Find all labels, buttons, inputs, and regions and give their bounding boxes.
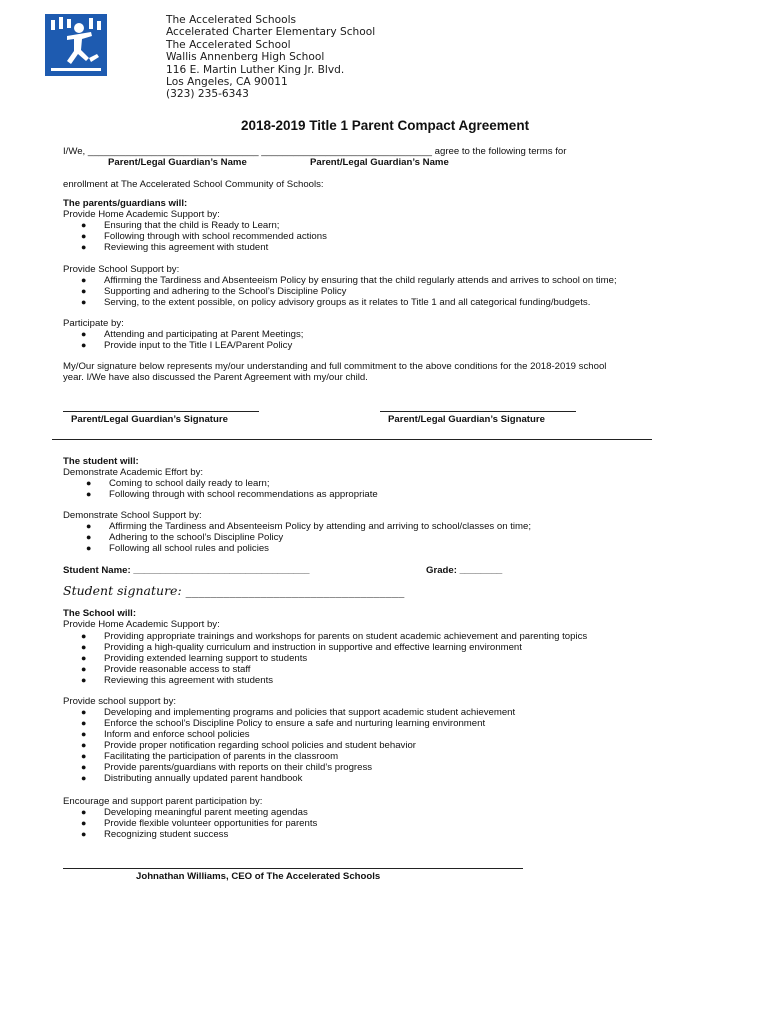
list-item: ● Developing meaningful parent meeting agendas (81, 807, 308, 818)
list-item: ● Affirming the Tardiness and Absenteeism Policy by attending and arriving to school/classes on time; (86, 521, 531, 532)
header-line: (323) 235-6343 (166, 88, 249, 101)
header-line: The Accelerated Schools (166, 14, 297, 26)
section-divider (52, 439, 652, 440)
list-item: ● Serving, to the extent possible, on policy advisory groups as it relates to Title 1 and all categorical funding/budgets. (81, 297, 591, 308)
list-item: ● Distributing annually updated parent handbook (81, 773, 303, 784)
list-item: ● Recognizing student success (81, 829, 229, 840)
list-item: ● Enforce the school’s Discipline Policy to ensure a safe and nurturing learning environment (81, 718, 486, 729)
parents-heading: The parents/guardians will: (63, 198, 188, 209)
student-support-list (86, 521, 531, 554)
bullet-icon: ● (81, 286, 87, 296)
guardian-name-label-1: Parent/Legal Guardian’s Name (108, 157, 247, 168)
participate-heading: Participate by: (63, 318, 124, 329)
school-heading: The School will: (63, 608, 137, 619)
parents-school-heading: Provide School Support by: (63, 264, 180, 275)
bullet-icon: ● (81, 340, 87, 350)
list-item: ● Provide flexible volunteer opportunities for parents (81, 818, 318, 829)
school-support-list (81, 707, 516, 784)
list-item: ● Supporting and adhering to the School’s Discipline Policy (81, 286, 347, 297)
parents-school-list (81, 275, 617, 308)
commitment-line-2: year. I/We have also discussed the Parent Agreement with my/our child. (63, 372, 368, 383)
bullet-icon: ● (81, 729, 87, 739)
school-address-block (166, 14, 375, 101)
student-signature-field[interactable]: Student signature: ___________________________________ (63, 583, 405, 598)
list-item: ● Facilitating the participation of parents in the classroom (81, 751, 339, 762)
list-item: ● Following through with school recommended actions (81, 231, 327, 242)
bullet-icon: ● (81, 751, 87, 761)
header-line: Wallis Annenberg High School (166, 51, 325, 64)
encourage-list (81, 807, 318, 840)
bullet-icon: ● (81, 773, 87, 783)
list-item: ● Following through with school recommendations as appropriate (86, 489, 378, 500)
list-item: ● Providing extended learning support to students (81, 653, 308, 664)
header-line: Los Angeles, CA 90011 (166, 76, 288, 89)
bullet-icon: ● (81, 829, 87, 839)
list-item: ● Ensuring that the child is Ready to Learn; (81, 220, 280, 231)
list-item: ● Provide proper notification regarding school policies and student behavior (81, 740, 416, 751)
list-item: ● Provide reasonable access to staff (81, 664, 251, 675)
enrollment-line: enrollment at The Accelerated School Community of Schools: (63, 179, 324, 190)
parent-signature-label-1: Parent/Legal Guardian’s Signature (71, 414, 228, 425)
ceo-signature-label: Johnathan Williams, CEO of The Accelerated Schools (136, 871, 381, 882)
list-item: ● Attending and participating at Parent Meetings; (81, 329, 304, 340)
student-heading: The student will: (63, 456, 139, 467)
intro-line: I/We, ________________________________ ________________________________ agree to the following terms for (63, 146, 567, 157)
parent-signature-line-2[interactable] (380, 411, 576, 412)
parents-home-list (81, 220, 327, 253)
list-item: ● Adhering to the school’s Discipline Policy (86, 532, 284, 543)
bullet-icon: ● (81, 818, 87, 828)
header-line: 116 E. Martin Luther King Jr. Blvd. (166, 63, 345, 76)
bullet-icon: ● (86, 532, 92, 542)
bullet-icon: ● (81, 675, 87, 685)
bullet-icon: ● (81, 718, 87, 728)
bullet-icon: ● (81, 664, 87, 674)
school-home-heading: Provide Home Academic Support by: (63, 619, 220, 630)
bullet-icon: ● (86, 521, 92, 531)
list-item: ● Provide parents/guardians with reports on their child’s progress (81, 762, 373, 773)
student-effort-heading: Demonstrate Academic Effort by: (63, 467, 204, 478)
parent-signature-line-1[interactable] (63, 411, 259, 412)
bullet-icon: ● (81, 231, 87, 241)
list-item: ● Providing appropriate trainings and workshops for parents on student academic achievement and parenting topics (81, 631, 588, 642)
bullet-icon: ● (81, 653, 87, 663)
bullet-icon: ● (81, 642, 87, 652)
student-name-field[interactable]: Student Name: _________________________________ (63, 565, 310, 576)
bullet-icon: ● (81, 242, 87, 252)
participate-list (81, 329, 304, 351)
bullet-icon: ● (81, 275, 87, 285)
list-item: ● Providing a high-quality curriculum and instruction in supportive and effective learning environment (81, 642, 522, 653)
encourage-heading: Encourage and support parent participation by: (63, 796, 263, 807)
bullet-icon: ● (81, 762, 87, 772)
student-support-heading: Demonstrate School Support by: (63, 510, 202, 521)
grade-field[interactable]: Grade: ________ (426, 565, 503, 576)
list-item: ● Coming to school daily ready to learn; (86, 478, 270, 489)
bullet-icon: ● (81, 329, 87, 339)
ceo-signature-line[interactable] (63, 868, 523, 869)
list-item: ● Developing and implementing programs and policies that support academic student achievement (81, 707, 516, 718)
list-item: ● Following all school rules and policies (86, 543, 269, 554)
bullet-icon: ● (81, 631, 87, 641)
bullet-icon: ● (81, 220, 87, 230)
list-item: ● Affirming the Tardiness and Absenteeism Policy by ensuring that the child regularly attends and arrives to school on time; (81, 275, 617, 286)
list-item: ● Reviewing this agreement with students (81, 675, 274, 686)
bullet-icon: ● (81, 740, 87, 750)
document-title: 2018-2019 Title 1 Parent Compact Agreement (240, 118, 530, 133)
header-line: Accelerated Charter Elementary School (166, 26, 376, 39)
student-effort-list (86, 478, 378, 500)
bullet-icon: ● (81, 707, 87, 717)
bullet-icon: ● (86, 543, 92, 553)
school-logo-icon (45, 14, 107, 76)
bullet-icon: ● (86, 478, 92, 488)
parent-signature-label-2: Parent/Legal Guardian’s Signature (388, 414, 545, 425)
parents-home-heading: Provide Home Academic Support by: (63, 209, 220, 220)
guardian-name-label-2: Parent/Legal Guardian’s Name (310, 157, 449, 168)
school-home-list (81, 631, 588, 686)
bullet-icon: ● (86, 489, 92, 499)
list-item: ● Inform and enforce school policies (81, 729, 250, 740)
header-line: The Accelerated School (166, 38, 291, 51)
list-item: ● Reviewing this agreement with student (81, 242, 269, 253)
bullet-icon: ● (81, 807, 87, 817)
school-support-heading: Provide school support by: (63, 696, 177, 707)
list-item: ● Provide input to the Title I LEA/Parent Policy (81, 340, 293, 351)
commitment-line-1: My/Our signature below represents my/our understanding and full commitment to the above conditions for the 2018-2019 school (63, 361, 607, 372)
bullet-icon: ● (81, 297, 87, 307)
